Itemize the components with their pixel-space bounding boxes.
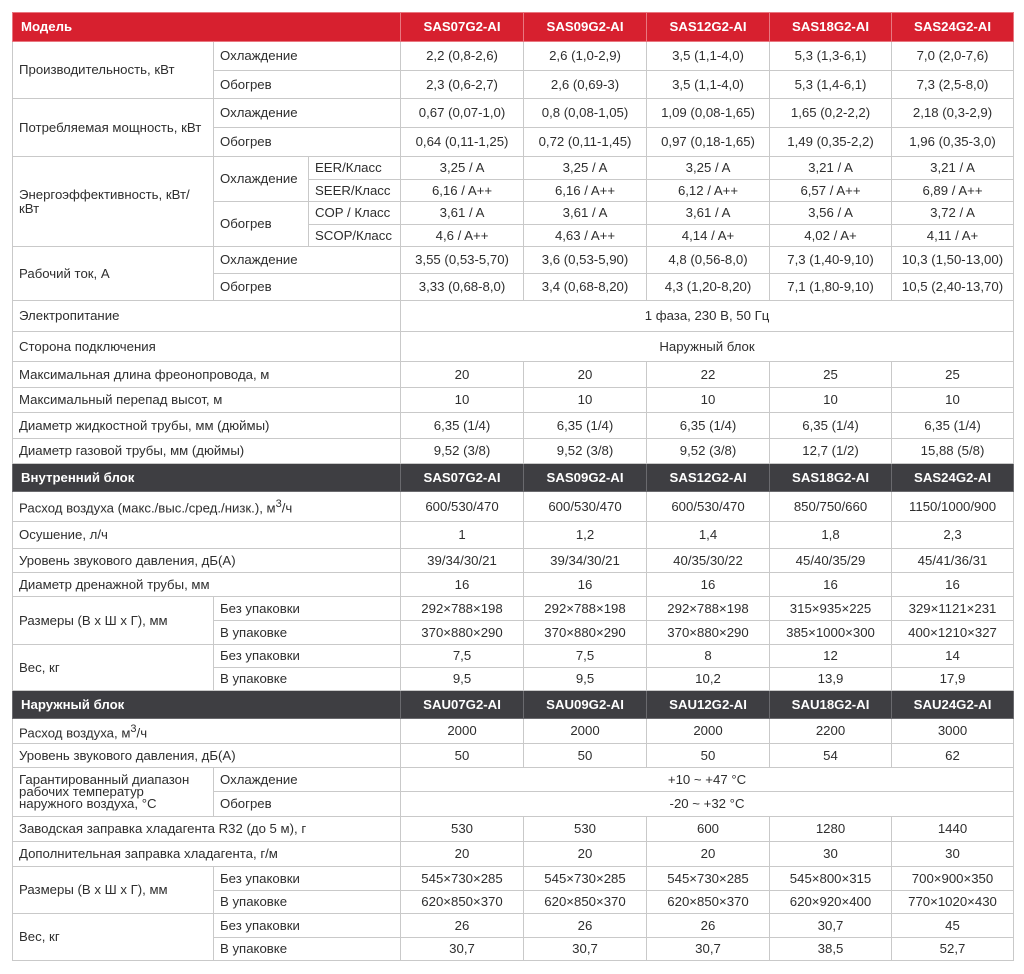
cell-value: 26 [401, 914, 524, 938]
cell-value: 545×730×285 [647, 867, 770, 891]
table-row [13, 99, 1014, 128]
table-row [13, 842, 1014, 867]
table-row [13, 157, 1014, 180]
cell-value: 20 [524, 842, 647, 867]
cell-value: 1,8 [770, 522, 892, 549]
cell-value: 26 [524, 914, 647, 938]
cell-value: 7,3 (2,5-8,0) [892, 71, 1014, 99]
cell-value: 292×788×198 [647, 597, 770, 621]
cell-value: 6,57 / A++ [770, 180, 892, 202]
table-row [13, 573, 1014, 597]
cell-value: 3,61 / A [401, 202, 524, 225]
table-row [13, 332, 1014, 362]
cell-value: 25 [892, 362, 1014, 388]
cell-value: 26 [647, 914, 770, 938]
cell-value: 3,55 (0,53-5,70) [401, 247, 524, 274]
row-label [13, 719, 401, 744]
table-row [13, 549, 1014, 573]
cell-value: 5,3 (1,3-6,1) [770, 42, 892, 71]
sub-label: Обогрев [214, 792, 401, 817]
sub-sub-label: COP / Класс [309, 202, 401, 225]
cell-value: 3,4 (0,68-8,20) [524, 274, 647, 301]
cell-value: 2,18 (0,3-2,9) [892, 99, 1014, 128]
cell-value: 2000 [647, 719, 770, 744]
table-row [13, 362, 1014, 388]
cell-value: 7,0 (2,0-7,6) [892, 42, 1014, 71]
row-label: Дополнительная заправка хладагента, г/м [13, 842, 401, 867]
cell-value: 39/34/30/21 [524, 549, 647, 573]
row-label: Производительность, кВт [13, 42, 214, 99]
cell-value: 50 [647, 744, 770, 768]
cell-value: 7,3 (1,40-9,10) [770, 247, 892, 274]
cell-value: 45 [892, 914, 1014, 938]
cell-value: 2,3 [892, 522, 1014, 549]
row-label: Осушение, л/ч [13, 522, 401, 549]
label-text: Расход воздуха (макс./выс./сред./низк.), м [19, 500, 276, 516]
sub-label: Обогрев [214, 274, 401, 301]
cell-value: 1280 [770, 817, 892, 842]
row-label: Максимальный перепад высот, м [13, 388, 401, 413]
row-label: Рабочий ток, А [13, 247, 214, 301]
table-row [13, 914, 1014, 938]
table-row [13, 247, 1014, 274]
cell-value: 30 [770, 842, 892, 867]
indoor-header-row [13, 464, 1014, 492]
cell-value: 1440 [892, 817, 1014, 842]
table-row [13, 597, 1014, 621]
cell-value: 50 [524, 744, 647, 768]
cell-value: 12,7 (1/2) [770, 439, 892, 464]
row-label: Размеры (В х Ш х Г), мм [13, 867, 214, 914]
cell-value: 530 [524, 817, 647, 842]
cell-value: 2,2 (0,8-2,6) [401, 42, 524, 71]
cell-value: 25 [770, 362, 892, 388]
cell-value: 850/750/660 [770, 492, 892, 522]
label-text: Расход воздуха, м [19, 725, 131, 741]
spec-table [12, 12, 1014, 961]
cell-value: 1,09 (0,08-1,65) [647, 99, 770, 128]
table-row [13, 645, 1014, 668]
cell-value: 30 [892, 842, 1014, 867]
cell-value: 700×900×350 [892, 867, 1014, 891]
merged-value: 1 фаза, 230 В, 50 Гц [401, 301, 1014, 332]
cell-value: 9,5 [524, 668, 647, 691]
cell-value: 2,6 (0,69-3) [524, 71, 647, 99]
row-label: Диаметр жидкостной трубы, мм (дюймы) [13, 413, 401, 439]
cell-value: 10,5 (2,40-13,70) [892, 274, 1014, 301]
table-row [13, 492, 1014, 522]
cell-value: 3,25 / A [401, 157, 524, 180]
cell-value: 39/34/30/21 [401, 549, 524, 573]
cell-value: 16 [770, 573, 892, 597]
cell-value: 315×935×225 [770, 597, 892, 621]
sub-label: Без упаковки [214, 597, 401, 621]
row-label: Вес, кг [13, 645, 214, 691]
cell-value: 600/530/470 [401, 492, 524, 522]
merged-value: -20 ~ +32 °C [401, 792, 1014, 817]
row-label: Гарантированный диапазон рабочих температур наружного воздуха, °С [13, 768, 214, 817]
cell-value: 10 [892, 388, 1014, 413]
row-label: Электропитание [13, 301, 401, 332]
model-header-label: Модель [13, 13, 401, 42]
row-label: Вес, кг [13, 914, 214, 961]
cell-value: 3000 [892, 719, 1014, 744]
cell-value: 3,25 / A [647, 157, 770, 180]
merged-value: Наружный блок [401, 332, 1014, 362]
cell-value: 38,5 [770, 938, 892, 961]
cell-value: 0,64 (0,11-1,25) [401, 128, 524, 157]
model-name: SAS07G2-AI [401, 464, 524, 492]
cell-value: 3,72 / A [892, 202, 1014, 225]
table-row [13, 768, 1014, 792]
sub-sub-label: SCOP/Класс [309, 225, 401, 247]
sub-label: Обогрев [214, 202, 309, 247]
cell-value: 620×920×400 [770, 891, 892, 914]
model-name: SAS24G2-AI [892, 464, 1014, 492]
sub-sub-label: EER/Класс [309, 157, 401, 180]
cell-value: 10 [770, 388, 892, 413]
cell-value: 20 [647, 842, 770, 867]
sub-label: Без упаковки [214, 867, 401, 891]
label-text: /ч [136, 725, 148, 741]
cell-value: 292×788×198 [524, 597, 647, 621]
cell-value: 10,3 (1,50-13,00) [892, 247, 1014, 274]
cell-value: 52,7 [892, 938, 1014, 961]
cell-value: 620×850×370 [647, 891, 770, 914]
cell-value: 770×1020×430 [892, 891, 1014, 914]
cell-value: 530 [401, 817, 524, 842]
row-label: Максимальная длина фреонопровода, м [13, 362, 401, 388]
cell-value: 0,97 (0,18-1,65) [647, 128, 770, 157]
row-label: Сторона подключения [13, 332, 401, 362]
sub-label: Охлаждение [214, 768, 401, 792]
cell-value: 4,02 / A+ [770, 225, 892, 247]
outdoor-header-row [13, 691, 1014, 719]
cell-value: 2,3 (0,6-2,7) [401, 71, 524, 99]
model-name: SAU12G2-AI [647, 691, 770, 719]
table-row [13, 719, 1014, 744]
table-row [13, 413, 1014, 439]
cell-value: 3,61 / A [524, 202, 647, 225]
cell-value: 370×880×290 [524, 621, 647, 645]
cell-value: 2200 [770, 719, 892, 744]
row-label [13, 492, 401, 522]
cell-value: 9,52 (3/8) [401, 439, 524, 464]
sub-label: Охлаждение [214, 247, 401, 274]
cell-value: 370×880×290 [647, 621, 770, 645]
merged-value: +10 ~ +47 °C [401, 768, 1014, 792]
row-label: Размеры (В х Ш х Г), мм [13, 597, 214, 645]
cell-value: 50 [401, 744, 524, 768]
cell-value: 4,11 / A+ [892, 225, 1014, 247]
cell-value: 40/35/30/22 [647, 549, 770, 573]
cell-value: 545×800×315 [770, 867, 892, 891]
model-name: SAU09G2-AI [524, 691, 647, 719]
cell-value: 545×730×285 [524, 867, 647, 891]
cell-value: 17,9 [892, 668, 1014, 691]
row-label: Уровень звукового давления, дБ(А) [13, 744, 401, 768]
row-label: Уровень звукового давления, дБ(А) [13, 549, 401, 573]
model-name: SAU07G2-AI [401, 691, 524, 719]
sub-sub-label: SEER/Класс [309, 180, 401, 202]
cell-value: 3,5 (1,1-4,0) [647, 71, 770, 99]
cell-value: 2000 [524, 719, 647, 744]
sub-label: Без упаковки [214, 914, 401, 938]
table-row [13, 744, 1014, 768]
cell-value: 30,7 [524, 938, 647, 961]
sub-label: Охлаждение [214, 157, 309, 202]
sub-label: Обогрев [214, 71, 401, 99]
cell-value: 1,65 (0,2-2,2) [770, 99, 892, 128]
table-row [13, 867, 1014, 891]
cell-value: 7,5 [401, 645, 524, 668]
cell-value: 292×788×198 [401, 597, 524, 621]
model-name: SAU18G2-AI [770, 691, 892, 719]
cell-value: 12 [770, 645, 892, 668]
cell-value: 545×730×285 [401, 867, 524, 891]
cell-value: 10 [647, 388, 770, 413]
model-name: SAS09G2-AI [524, 13, 647, 42]
cell-value: 10 [524, 388, 647, 413]
sub-label: Обогрев [214, 128, 401, 157]
table-row [13, 42, 1014, 71]
model-name: SAS12G2-AI [647, 13, 770, 42]
model-name: SAS24G2-AI [892, 13, 1014, 42]
cell-value: 1,4 [647, 522, 770, 549]
row-label: Заводская заправка хладагента R32 (до 5 м), г [13, 817, 401, 842]
cell-value: 13,9 [770, 668, 892, 691]
cell-value: 6,35 (1/4) [892, 413, 1014, 439]
cell-value: 620×850×370 [401, 891, 524, 914]
table-row [13, 817, 1014, 842]
cell-value: 3,33 (0,68-8,0) [401, 274, 524, 301]
cell-value: 15,88 (5/8) [892, 439, 1014, 464]
cell-value: 3,56 / A [770, 202, 892, 225]
cell-value: 600 [647, 817, 770, 842]
cell-value: 3,61 / A [647, 202, 770, 225]
cell-value: 1,96 (0,35-3,0) [892, 128, 1014, 157]
model-name: SAS07G2-AI [401, 13, 524, 42]
sub-label: Охлаждение [214, 99, 401, 128]
model-name: SAU24G2-AI [892, 691, 1014, 719]
cell-value: 400×1210×327 [892, 621, 1014, 645]
cell-value: 54 [770, 744, 892, 768]
cell-value: 6,12 / A++ [647, 180, 770, 202]
cell-value: 3,21 / A [770, 157, 892, 180]
cell-value: 385×1000×300 [770, 621, 892, 645]
cell-value: 6,35 (1/4) [647, 413, 770, 439]
cell-value: 8 [647, 645, 770, 668]
row-label: Потребляемая мощность, кВт [13, 99, 214, 157]
cell-value: 16 [524, 573, 647, 597]
cell-value: 14 [892, 645, 1014, 668]
label-text: /ч [281, 500, 293, 516]
cell-value: 30,7 [401, 938, 524, 961]
table-row [13, 388, 1014, 413]
cell-value: 0,8 (0,08-1,05) [524, 99, 647, 128]
cell-value: 45/41/36/31 [892, 549, 1014, 573]
cell-value: 20 [401, 842, 524, 867]
cell-value: 9,52 (3/8) [524, 439, 647, 464]
table-row [13, 439, 1014, 464]
row-label: Энергоэффективность, кВт/кВт [13, 157, 214, 247]
cell-value: 2,6 (1,0-2,9) [524, 42, 647, 71]
cell-value: 6,16 / A++ [401, 180, 524, 202]
model-name: SAS18G2-AI [770, 13, 892, 42]
cell-value: 7,5 [524, 645, 647, 668]
cell-value: 4,8 (0,56-8,0) [647, 247, 770, 274]
cell-value: 6,35 (1/4) [770, 413, 892, 439]
cell-value: 620×850×370 [524, 891, 647, 914]
cell-value: 1,2 [524, 522, 647, 549]
sub-label: В упаковке [214, 891, 401, 914]
cell-value: 370×880×290 [401, 621, 524, 645]
cell-value: 1,49 (0,35-2,2) [770, 128, 892, 157]
cell-value: 20 [401, 362, 524, 388]
cell-value: 4,3 (1,20-8,20) [647, 274, 770, 301]
cell-value: 600/530/470 [524, 492, 647, 522]
model-name: SAS09G2-AI [524, 464, 647, 492]
cell-value: 30,7 [647, 938, 770, 961]
cell-value: 6,35 (1/4) [401, 413, 524, 439]
cell-value: 6,89 / A++ [892, 180, 1014, 202]
cell-value: 3,21 / A [892, 157, 1014, 180]
cell-value: 3,25 / A [524, 157, 647, 180]
model-header-row [13, 13, 1014, 42]
sub-label: В упаковке [214, 621, 401, 645]
cell-value: 9,52 (3/8) [647, 439, 770, 464]
cell-value: 4,63 / A++ [524, 225, 647, 247]
cell-value: 10 [401, 388, 524, 413]
section-title: Наружный блок [13, 691, 401, 719]
cell-value: 16 [892, 573, 1014, 597]
model-name: SAS12G2-AI [647, 464, 770, 492]
cell-value: 6,35 (1/4) [524, 413, 647, 439]
cell-value: 1 [401, 522, 524, 549]
cell-value: 6,16 / A++ [524, 180, 647, 202]
cell-value: 10,2 [647, 668, 770, 691]
cell-value: 600/530/470 [647, 492, 770, 522]
cell-value: 20 [524, 362, 647, 388]
cell-value: 3,6 (0,53-5,90) [524, 247, 647, 274]
label-superscript: 3 [130, 722, 137, 735]
row-label: Диаметр газовой трубы, мм (дюймы) [13, 439, 401, 464]
sub-label: В упаковке [214, 668, 401, 691]
cell-value: 22 [647, 362, 770, 388]
cell-value: 1150/1000/900 [892, 492, 1014, 522]
model-name: SAS18G2-AI [770, 464, 892, 492]
cell-value: 62 [892, 744, 1014, 768]
section-title: Внутренний блок [13, 464, 401, 492]
cell-value: 4,14 / A+ [647, 225, 770, 247]
cell-value: 329×1121×231 [892, 597, 1014, 621]
sub-label: Охлаждение [214, 42, 401, 71]
table-row [13, 522, 1014, 549]
cell-value: 2000 [401, 719, 524, 744]
cell-value: 30,7 [770, 914, 892, 938]
cell-value: 3,5 (1,1-4,0) [647, 42, 770, 71]
sub-label: Без упаковки [214, 645, 401, 668]
cell-value: 16 [401, 573, 524, 597]
label-superscript: 3 [275, 498, 282, 511]
table-row [13, 301, 1014, 332]
cell-value: 9,5 [401, 668, 524, 691]
cell-value: 4,6 / A++ [401, 225, 524, 247]
cell-value: 0,72 (0,11-1,45) [524, 128, 647, 157]
cell-value: 7,1 (1,80-9,10) [770, 274, 892, 301]
cell-value: 0,67 (0,07-1,0) [401, 99, 524, 128]
row-label: Диаметр дренажной трубы, мм [13, 573, 401, 597]
cell-value: 5,3 (1,4-6,1) [770, 71, 892, 99]
cell-value: 16 [647, 573, 770, 597]
sub-label: В упаковке [214, 938, 401, 961]
cell-value: 45/40/35/29 [770, 549, 892, 573]
